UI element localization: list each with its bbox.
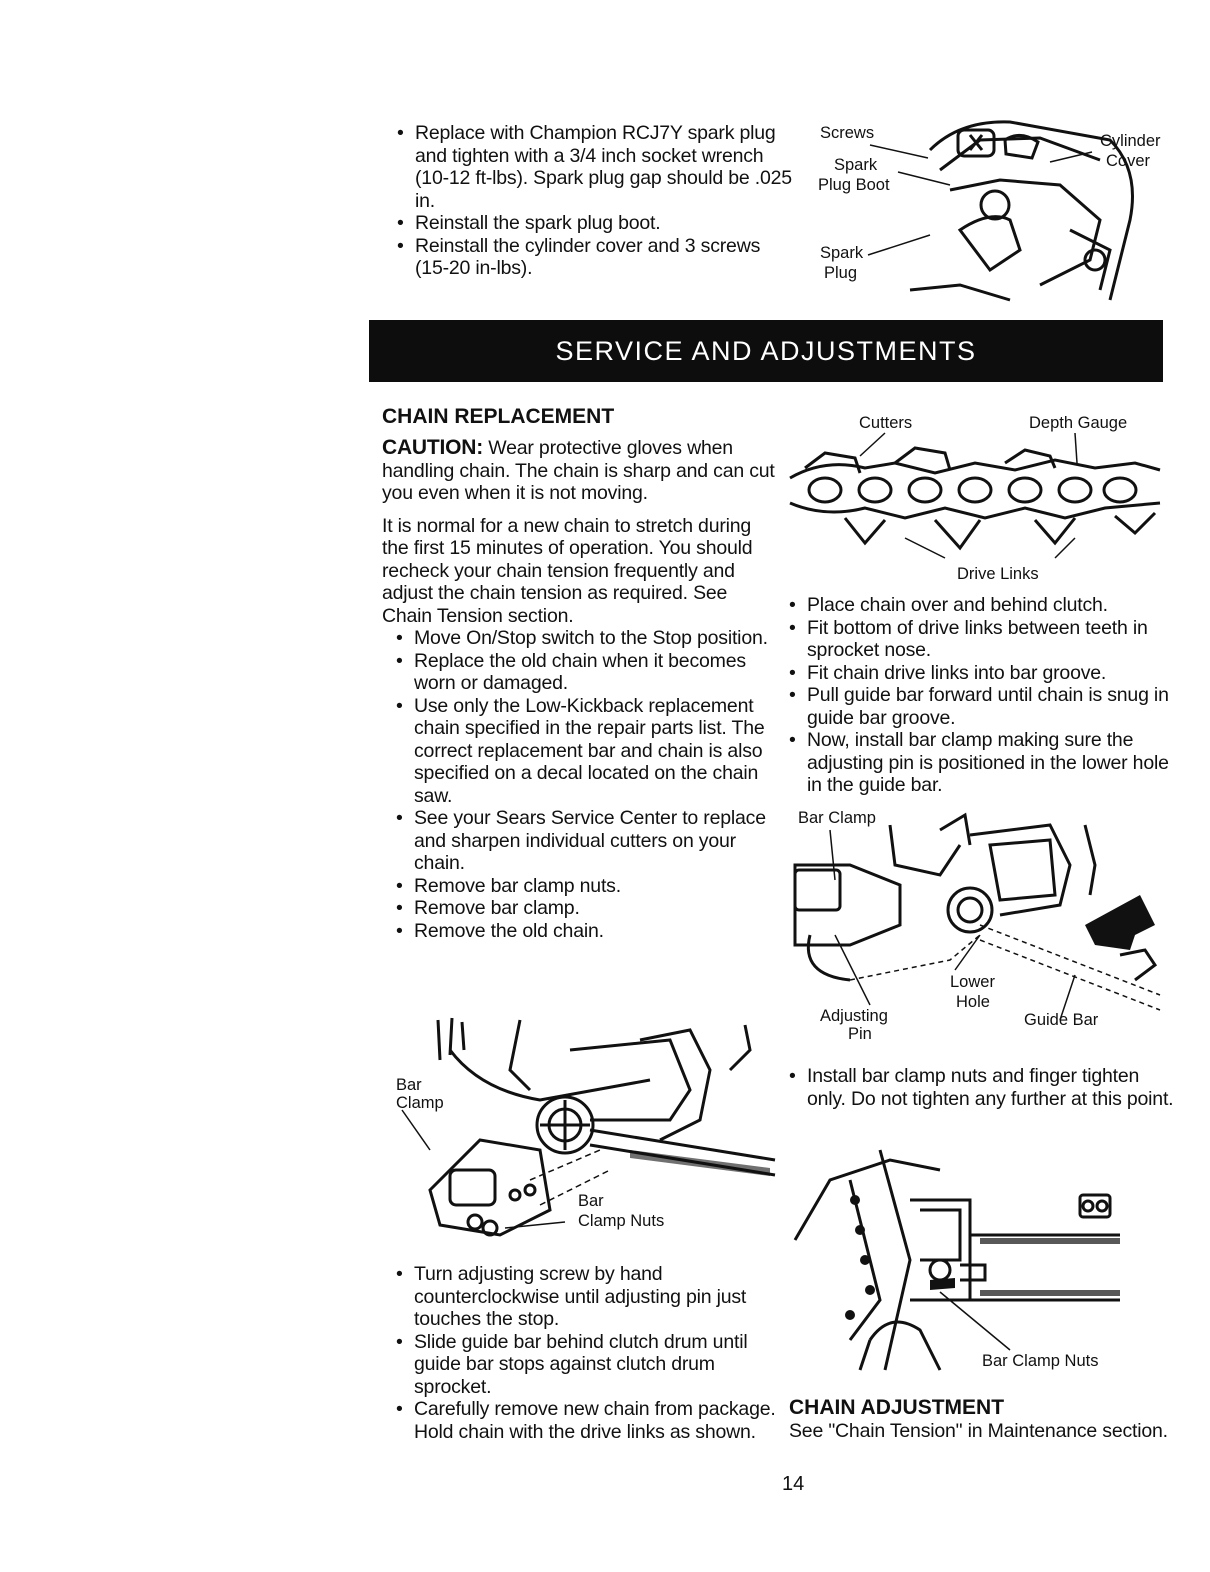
caution-text: Wear protective gloves when handling chain. The chain is sharp and can cut you even when it is not moving. (382, 437, 775, 504)
list-item: • Carefully remove new chain from package. Hold chain with the drive links as shown. (396, 1398, 786, 1443)
bar-clamp-label: Bar Clamp (798, 809, 876, 827)
cover-label: Cover (1106, 152, 1151, 170)
cutters-label: Cutters (859, 414, 913, 432)
screws-label: Screws (820, 124, 875, 142)
bar-clamp-install-figure (790, 805, 1170, 1055)
lower-hole-label-line2: Hole (956, 993, 990, 1011)
finger-tighten-step (789, 1065, 1174, 1110)
spark-plug-boot-label-line2: Plug Boot (818, 176, 890, 194)
bar-clamp-label-line2: Clamp (396, 1094, 444, 1112)
list-item: • See your Sears Service Center to replace and sharpen individual cutters on your chain. (396, 807, 782, 875)
intro-paragraph: It is normal for a new chain to stretch during the first 15 minutes of operation. You should recheck your chain tension frequently and adjust the chain tension as required. See Chain Tension section. (382, 514, 753, 627)
bar-clamp-nuts-figure (790, 1140, 1170, 1380)
chain-replacement-heading: CHAIN REPLACEMENT (382, 405, 615, 428)
list-item: • Use only the Low-Kickback replacement chain specified in the repair parts list. The correct replacement bar and chain is also specified on a decal located on the chain saw. (396, 695, 782, 808)
section-title: SERVICE AND ADJUSTMENTS (555, 335, 977, 366)
caution-paragraph (382, 437, 782, 505)
bar-clamp-nuts-label-line2: Clamp Nuts (578, 1212, 665, 1230)
list-item: • Remove bar clamp nuts. (396, 875, 782, 898)
top-bullet-list (397, 122, 792, 280)
bar-clamp-removal-figure (390, 1010, 780, 1250)
list-item: • Reinstall the spark plug boot. (397, 212, 792, 235)
chain-replacement-steps (396, 627, 782, 942)
adjusting-pin-label-line2: Pin (848, 1025, 872, 1043)
drive-links-label: Drive Links (957, 565, 1039, 583)
lower-hole-label-line1: Lower (950, 973, 995, 991)
list-item: • Remove the old chain. (396, 920, 782, 943)
bar-clamp-label-line1: Bar (396, 1076, 422, 1094)
list-item: • Replace the old chain when it becomes worn or damaged. (396, 650, 782, 695)
spark-plug-label-line1: Spark (820, 244, 864, 262)
guide-bar-label: Guide Bar (1024, 1011, 1099, 1029)
chain-links-figure (785, 408, 1165, 588)
list-item: • Replace with Champion RCJ7Y spark plug and tighten with a 3/4 inch socket wrench (10-12 ft-lbs). Spark plug gap should be .025 in. (397, 122, 792, 212)
list-item: • Slide guide bar behind clutch drum until guide bar stops against clutch drum sprocket. (396, 1331, 786, 1399)
caution-label: CAUTION: (382, 436, 484, 459)
list-item: • Reinstall the cylinder cover and 3 screws (15-20 in-lbs). (397, 235, 792, 280)
list-item: • Now, install bar clamp making sure the adjusting pin is positioned in the lower hole in the guide bar. (789, 729, 1179, 797)
list-item: • Install bar clamp nuts and finger tighten only. Do not tighten any further at this point. (789, 1065, 1174, 1110)
chain-replacement-section (382, 405, 782, 942)
chain-adjustment-section (789, 1396, 1169, 1443)
section-banner (369, 320, 1163, 382)
depth-gauge-label: Depth Gauge (1029, 414, 1128, 432)
bar-clamp-nuts-label: Bar Clamp Nuts (982, 1352, 1099, 1370)
list-item: • Fit chain drive links into bar groove. (789, 662, 1179, 685)
bar-clamp-nuts-illustration (790, 1140, 1170, 1380)
list-item: • Pull guide bar forward until chain is snug in guide bar groove. (789, 684, 1179, 729)
list-item: • Move On/Stop switch to the Stop position. (396, 627, 782, 650)
chain-adjustment-heading: CHAIN ADJUSTMENT (789, 1396, 1005, 1419)
list-item: • Fit bottom of drive links between teeth in sprocket nose. (789, 617, 1179, 662)
list-item: • Turn adjusting screw by hand counterclockwise until adjusting pin just touches the stop. (396, 1263, 786, 1331)
spark-plug-figure (810, 110, 1170, 310)
adjusting-pin-label-line1: Adjusting (820, 1007, 888, 1025)
page-number: 14 (782, 1473, 805, 1495)
chain-adjustment-text: See "Chain Tension" in Maintenance section. (789, 1420, 1168, 1442)
spark-plug-label-line2: Plug (824, 264, 858, 282)
chain-install-steps-right (789, 594, 1179, 797)
cylinder-label: Cylinder (1100, 132, 1161, 150)
bar-clamp-nuts-label-line1: Bar (578, 1192, 604, 1210)
chain-links-illustration (785, 408, 1165, 588)
chain-install-steps-left (396, 1263, 786, 1443)
list-item: • Remove bar clamp. (396, 897, 782, 920)
list-item: • Place chain over and behind clutch. (789, 594, 1179, 617)
spark-plug-boot-label-line1: Spark (834, 156, 878, 174)
